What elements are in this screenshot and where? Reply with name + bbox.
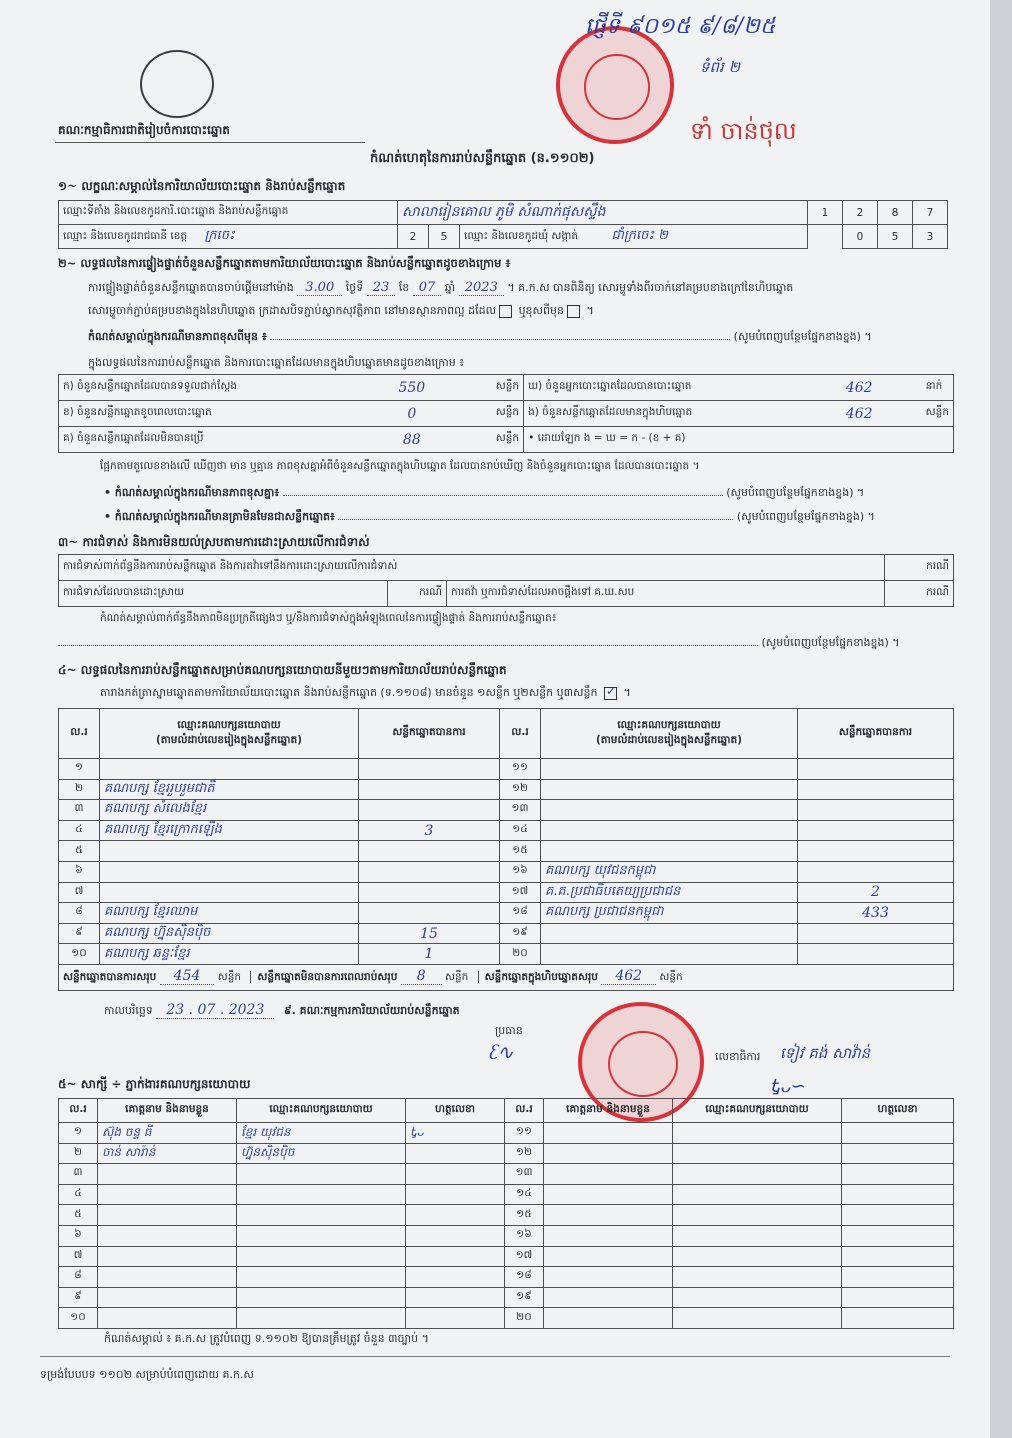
party-votes <box>359 759 500 780</box>
witness-row <box>59 1225 954 1246</box>
office-code-2: 2 <box>843 201 878 225</box>
witness-name <box>98 1287 237 1308</box>
section1-table <box>58 200 948 249</box>
witness-party: ខ្មែរ យុវជន <box>237 1123 406 1144</box>
witness-row <box>59 1184 954 1205</box>
witness-party <box>673 1184 842 1205</box>
witness-row <box>59 1267 954 1288</box>
witness-signature <box>406 1287 505 1308</box>
secretary-label: លេខាធិការ <box>715 1050 761 1063</box>
row-number: ១១ <box>505 1123 544 1144</box>
witness-signature: Ꮏᴗ <box>406 1123 505 1144</box>
office-label: ឈ្មោះទីតាំង និងលេខកូដការិ.បោះឆ្នោត និងរាប់សន្លឹកឆ្នោត <box>59 201 398 225</box>
section3-note-line: (សូមបំពេញបន្ថែមផ្នែកខាងខ្នង) ។ <box>58 636 948 652</box>
party-votes <box>359 882 500 903</box>
witness-party <box>237 1287 406 1308</box>
section2-intro-line: ការផ្ទៀងផ្ទាត់ចំនួនសន្លឹកឆ្នោតបានចាប់ផ្ដើមនៅម៉ោង 3.00 ថ្ងៃទី 23 ខែ 07 ឆ្នាំ 2023 ។ គ.ក.ស បានពិនិត្យ សោរម្ហូទាំងពីរចាក់នៅគម្របខាងក្រៅនៃហិបឆ្នោត <box>88 280 794 295</box>
witness-name <box>544 1123 673 1144</box>
party-votes <box>798 861 954 882</box>
seal-changed-checkbox[interactable] <box>567 305 580 318</box>
province-code-1: 2 <box>398 225 429 249</box>
chair-label: ប្រធាន <box>495 1024 523 1037</box>
witness-signature <box>842 1267 954 1288</box>
row-number: ២០ <box>500 944 541 965</box>
witness-party <box>237 1308 406 1329</box>
ballot-row-c: គ) ចំនួនសន្លឹកឆ្នោតដែលមិនបានប្រើ 88 សន្លឹក • ដោយឡែក ង = ឃ = ក - (ខ + គ) <box>59 427 954 453</box>
witness-party <box>673 1164 842 1185</box>
party-name <box>541 800 798 821</box>
party-name: គណបក្ស សំលេងខ្មែរ <box>100 800 359 821</box>
province-label: ឈ្មោះ និងលេខកូដរាជធានី ខេត្ត <box>63 230 188 242</box>
note-diff-line: • កំណត់សម្គាល់ក្នុងករណីមានភាពខុសគ្នា៖ (សូមបំពេញបន្ថែមផ្នែកខាងខ្នង) ។ <box>104 486 865 499</box>
secretary-name: ទៀវ គង់ សាវ៉ាន់ <box>780 1044 871 1062</box>
row-number: ៦ <box>59 861 100 882</box>
witness-signature <box>406 1184 505 1205</box>
section1-title: ១~ លក្ខណៈសម្គាល់នៃការិយាល័យបោះឆ្នោត និងរាប់សន្លឹកឆ្នោត <box>58 179 346 193</box>
witness-party <box>237 1184 406 1205</box>
witness-name <box>544 1246 673 1267</box>
row-number: ១៦ <box>500 861 541 882</box>
objection-row1-label: ការជំទាស់ពាក់ព័ន្ធនឹងការរាប់សន្លឹកឆ្នោត និងការតវ៉ាទៅនឹងការដោះស្រាយលើការជំទាស់ <box>59 555 885 581</box>
party-result-row <box>59 820 954 841</box>
row-number: ២ <box>59 779 100 800</box>
nec-logo <box>140 50 214 118</box>
row-number: ១៥ <box>500 841 541 862</box>
section3-title: ៣~ ការជំទាស់ និងការមិនយល់ស្របតាមការដោះស្រាយលើការជំទាស់ <box>58 535 370 549</box>
witness-name <box>98 1308 237 1329</box>
section2-note-line: កំណត់សម្គាល់ក្នុងករណីមានភាពខុសពីមុន ៖ (សូមបំពេញបន្ថែមផ្នែកខាងខ្នង) ។ <box>88 330 872 343</box>
party-name <box>541 841 798 862</box>
witness-name <box>98 1246 237 1267</box>
start-month: 07 <box>413 280 442 296</box>
objection-appeal-unit: ករណី <box>885 581 954 607</box>
witness-name <box>544 1205 673 1226</box>
witness-signature <box>406 1308 505 1329</box>
objection-resolved-label: ការជំទាស់ដែលបានដោះស្រាយ <box>59 581 388 607</box>
form-title: កំណត់ហេតុនៃការរាប់សន្លឹកឆ្នោត (ន.១១០២) <box>370 151 595 166</box>
witness-name <box>544 1267 673 1288</box>
witness-signature <box>842 1225 954 1246</box>
total-invalid-votes: 8 <box>401 968 442 985</box>
row-number: ១០ <box>59 1308 98 1329</box>
row-number: ១៤ <box>505 1184 544 1205</box>
party-name <box>541 923 798 944</box>
witness-party <box>673 1205 842 1226</box>
row-number: ១៨ <box>500 903 541 924</box>
witness-row <box>59 1246 954 1267</box>
witness-party <box>237 1225 406 1246</box>
witness-name <box>98 1267 237 1288</box>
party-result-row <box>59 903 954 924</box>
commune-label: ឈ្មោះ និងលេខកូដឃុំ សង្កាត់ <box>464 230 579 242</box>
party-name: គណបក្ស ប្រជាជនកម្ពុជា <box>541 903 798 924</box>
row-number: ១៧ <box>505 1246 544 1267</box>
party-name: គ.គ.ប្រជាធិបតេយ្យប្រជាជន <box>541 882 798 903</box>
seal-same-checkbox[interactable] <box>499 305 512 318</box>
commune-code-2: 5 <box>878 225 913 249</box>
witness-name <box>98 1184 237 1205</box>
witness-party <box>237 1205 406 1226</box>
witness-row <box>59 1205 954 1226</box>
date-value: 23 . 07 . 2023 <box>156 1002 274 1019</box>
note-seal-line: • កំណត់សម្គាល់ក្នុងករណីមានត្រាមិនមែនជាសន្លឹកឆ្នោត៖ (សូមបំពេញបន្ថែមផ្នែកខាងខ្នង) ។ <box>104 510 875 523</box>
witness-signature <box>406 1164 505 1185</box>
row-number: ១ <box>59 1123 98 1144</box>
row-number: ១៣ <box>505 1164 544 1185</box>
party-results-table: ល.រ ឈ្មោះគណបក្សនយោបាយ (តាមលំដាប់លេខរៀងក្នុងសន្លឹកឆ្នោត) សន្លឹកឆ្នោតបានការ ល.រ ឈ្មោះគណបក្សនយោបាយ (តាមលំដាប់លេខរៀងក្នុងសន្លឹកឆ្នោត) សន្លឹកឆ្នោតបានការ ១ ១១ ២ គណបក្ស ខ្មែររួបរួមជាតិ ១២ ៣ គណបក្ស សំលេងខ្មែរ ១៣ ៤ គណបក្ស ខ្មែរក្រោកឡើង 3 ១៤ ៥ ១៥ ៦ ១៦ គណបក្ស យុវជនកម្ពុជា ៧ ១៧ គ.គ.ប្រជាធិបតេយ្យប្រជាជន 2 ៨ គណបក្ស ខ្មែរឈាម ១៨ គណបក្ស ប្រជាជនកម្ពុជា 433 ៩ គណបក្ស ហ្វ៊ុនស៊ិនប៉ិច 15 ១៩ ១០ គណបក្ស ឆន្ទៈខ្មែរ 1 ២០ សន្លឹកឆ្នោតបានការសរុប 454 សន្លឹក សន្លឹកឆ្នោតមិនបានការពេលរាប់សរុប 8 សន្លឹក សន្លឹកឆ្នោតក្នុងហិបឆ្នោតសរុប 462 សន្លឹក <box>58 708 954 991</box>
ballot-count-table <box>58 374 954 453</box>
ballot-row-a: ក) ចំនួនសន្លឹកឆ្នោតដែលបានទទួលជាក់ស្ដែង 550 សន្លឹក ឃ) ចំនួនអ្នកបោះឆ្នោតដែលបានបោះឆ្នោត 462 នាក់ <box>59 375 954 401</box>
row-number: ២០ <box>505 1308 544 1329</box>
page-edge <box>990 0 1012 1438</box>
section4-subline: តារាងកត់ត្រាស្នាមឆ្នោតតាមការិយាល័យបោះឆ្នោត និងរាប់សន្លឹកឆ្នោត (ទ.១១០៨) មានចំនួន ១សន្លឹក ឬ២សន្លឹក ឬ៣សន្លឹក ✓ ។ <box>100 683 631 699</box>
witness-signature <box>842 1287 954 1308</box>
witness-name <box>544 1164 673 1185</box>
row-number: ៨ <box>59 1267 98 1288</box>
party-votes: 15 <box>359 923 500 944</box>
party-name: គណបក្ស ខ្មែរក្រោកឡើង <box>100 820 359 841</box>
row-number: ៦ <box>59 1225 98 1246</box>
side-note: ទំព័រ ២ <box>700 58 740 76</box>
row-number: ១០ <box>59 944 100 965</box>
witness-signature <box>406 1246 505 1267</box>
witness-party <box>673 1246 842 1267</box>
total-valid-votes: 454 <box>160 968 215 985</box>
row-number: ៤ <box>59 1184 98 1205</box>
party-name <box>100 861 359 882</box>
row-number: ៩ <box>59 1287 98 1308</box>
witness-party <box>237 1246 406 1267</box>
commune-code-3: 3 <box>913 225 948 249</box>
party-votes <box>359 861 500 882</box>
tally-sheets-checkbox[interactable]: ✓ <box>605 683 617 698</box>
row-number: ៧ <box>59 882 100 903</box>
party-votes <box>798 820 954 841</box>
party-name: គណបក្ស ខ្មែរឈាម <box>100 903 359 924</box>
objection-appeal-label: ការតវ៉ា ឬការជំទាស់ដែលអាចផ្ដឹងទៅ គ.ឃ.សប <box>447 581 885 607</box>
section5-title: ៥~ សាក្សី ÷ ភ្នាក់ងារគណបក្សនយោបាយ <box>58 1077 251 1091</box>
row-number: ១៨ <box>505 1267 544 1288</box>
party-name <box>541 779 798 800</box>
witness-name <box>98 1164 237 1185</box>
commune-code-1: 0 <box>843 225 878 249</box>
row-number: ២ <box>59 1143 98 1164</box>
witness-signature <box>406 1225 505 1246</box>
witness-signature <box>842 1205 954 1226</box>
party-votes <box>798 923 954 944</box>
party-votes: 433 <box>798 903 954 924</box>
recipient-note: ទាំ ចាន់ថុល <box>690 117 797 145</box>
row-number: ១៩ <box>505 1287 544 1308</box>
party-votes: 1 <box>359 944 500 965</box>
party-name <box>100 841 359 862</box>
witness-name <box>544 1308 673 1329</box>
witness-signature <box>842 1123 954 1144</box>
party-name <box>541 944 798 965</box>
objection-resolved-unit: ករណី <box>388 581 447 607</box>
row-number: ៤ <box>59 820 100 841</box>
witness-party <box>673 1143 842 1164</box>
witness-name <box>544 1143 673 1164</box>
row-number: ៣ <box>59 1164 98 1185</box>
party-result-row <box>59 944 954 965</box>
total-box-votes: 462 <box>601 968 656 985</box>
party-result-row <box>59 800 954 821</box>
row-number: ៩ <box>59 923 100 944</box>
results-intro: ក្នុងលទ្ធផលនៃការរាប់សន្លឹកឆ្នោត និងការបោះឆ្នោតដែលមានក្នុងហិបឆ្នោតមានដូចខាងក្រោម ៖ <box>88 356 465 369</box>
witness-party <box>237 1164 406 1185</box>
start-day: 23 <box>367 280 396 296</box>
party-name: គណបក្ស ហ្វ៊ុនស៊ិនប៉ិច <box>100 923 359 944</box>
witness-name <box>544 1225 673 1246</box>
witness-signature <box>842 1308 954 1329</box>
witness-party <box>673 1308 842 1329</box>
witness-row <box>59 1164 954 1185</box>
office-code-4: 7 <box>913 201 948 225</box>
row-number: ៨ <box>59 903 100 924</box>
start-year: 2023 <box>459 280 504 296</box>
party-result-row <box>59 779 954 800</box>
witness-signature <box>842 1246 954 1267</box>
totals-row: សន្លឹកឆ្នោតបានការសរុប 454 សន្លឹក សន្លឹកឆ្នោតមិនបានការពេលរាប់សរុប 8 សន្លឹក សន្លឹកឆ្នោតក្នុងហិបឆ្នោតសរុប 462 សន្លឹក <box>59 964 954 990</box>
party-votes <box>798 759 954 780</box>
stamp-note: ផ្ញើទី ៩០១៥ ៩/៨/២៥ <box>585 14 776 39</box>
chair-signature: ᦷ∿ <box>488 1040 514 1064</box>
province-code-2: 5 <box>429 225 460 249</box>
section4-title: ៤~ លទ្ធផលនៃការរាប់សន្លឹកឆ្នោតសម្រាប់គណបក្សនយោបាយនីមួយៗតាមការិយាល័យរាប់សន្លឹកឆ្នោត <box>58 663 507 677</box>
witness-name <box>98 1225 237 1246</box>
party-votes <box>359 903 500 924</box>
row-number: ១២ <box>505 1143 544 1164</box>
party-name: គណបក្ស យុវជនកម្ពុជា <box>541 861 798 882</box>
date-line: កាលបរិច្ឆេទ 23 . 07 . 2023 ៩. គណៈកម្មការការិយាល័យរាប់សន្លឹកឆ្នោត <box>104 1002 460 1018</box>
witness-signature <box>406 1267 505 1288</box>
office-code-3: 8 <box>878 201 913 225</box>
committee-name: គណៈកម្មាធិការជាតិរៀបចំការបោះឆ្នោត <box>58 123 230 137</box>
party-result-row <box>59 861 954 882</box>
party-name: គណបក្ស ខ្មែររួបរួមជាតិ <box>100 779 359 800</box>
witness-party <box>237 1267 406 1288</box>
party-votes <box>798 944 954 965</box>
row-number: ១ <box>59 759 100 780</box>
witness-party <box>673 1267 842 1288</box>
witness-row <box>59 1143 954 1164</box>
commune-value: ជាំក្រចេះ ២ <box>611 228 669 243</box>
party-name <box>100 882 359 903</box>
witness-name <box>544 1287 673 1308</box>
witness-party <box>673 1287 842 1308</box>
start-time: 3.00 <box>297 280 342 296</box>
objection-table <box>58 554 954 607</box>
office-code-1: 1 <box>808 201 843 225</box>
witness-name <box>98 1205 237 1226</box>
witness-name: ចាន់ សារ៉ាន់ <box>98 1143 237 1164</box>
section3-note: កំណត់សម្គាល់ពាក់ព័ន្ធនឹងភាពមិនប្រក្រតីផ្សេងៗ ឬ/និងការជំទាស់ក្នុងអំឡុងពេលនៃការផ្ទៀងផ្ទាត់ និងការរាប់សន្លឹកឆ្នោត៖ <box>100 612 557 624</box>
province-value: ក្រចេះ <box>204 228 235 243</box>
row-number: ១២ <box>500 779 541 800</box>
row-number: ១១ <box>500 759 541 780</box>
row-number: ១៧ <box>500 882 541 903</box>
party-result-row <box>59 923 954 944</box>
party-votes <box>798 841 954 862</box>
witness-name <box>544 1184 673 1205</box>
footer-text: ទម្រង់បែបបទ ១១០២ សម្រាប់បំពេញដោយ គ.ក.ស <box>40 1368 254 1381</box>
party-votes: 2 <box>798 882 954 903</box>
section5-footnote: កំណត់សម្គាល់ ៖ គ.ក.ស ត្រូវបំពេញ ទ.១១០២ ឱ្យបានត្រឹមត្រូវ ចំនួន ៣ច្បាប់ ។ <box>104 1332 429 1345</box>
objection-row1-unit: ករណី <box>885 555 954 581</box>
witness-table: ល.រ គោត្តនាម និងនាមខ្លួន ឈ្មោះគណបក្សនយោបាយ ហត្ថលេខា ល.រ គោត្តនាម និងនាមខ្លួន ឈ្មោះគណបក្សនយោបាយ ហត្ថលេខា ១ ស៊ុង ចន្ទ ធី ខ្មែរ យុវជន Ꮏᴗ ១១ ២ ចាន់ សារ៉ាន់ ហ្វ៊ុនស៊ិនប៉ិច ១២ ៣ ១៣ ៤ ១៤ ៥ ១៥ ៦ ១៦ ៧ ១៧ ៨ ១៨ ៩ ១៩ ១០ ២០ <box>58 1098 954 1329</box>
witness-party: ហ្វ៊ុនស៊ិនប៉ិច <box>237 1143 406 1164</box>
row-number: ១៥ <box>505 1205 544 1226</box>
office-value: សាលារៀនគោល ភូមិ សំណាក់ផុសស្ទឹង <box>398 201 808 225</box>
party-votes <box>798 779 954 800</box>
party-votes <box>359 841 500 862</box>
witness-signature <box>406 1143 505 1164</box>
party-name: គណបក្ស ឆន្ទៈខ្មែរ <box>100 944 359 965</box>
secretary-signature: Ꮏᴗ∽ <box>770 1076 806 1097</box>
section2-title: ២~ លទ្ធផលនៃការផ្ទៀងផ្ទាត់ចំនួនសន្លឹកឆ្នោតតាមការិយាល័យបោះឆ្នោត និងរាប់សន្លឹកឆ្នោតដូចខាងក្រោម ៖ <box>58 256 511 270</box>
party-name <box>100 759 359 780</box>
party-result-row <box>59 882 954 903</box>
party-votes: 3 <box>359 820 500 841</box>
witness-signature <box>842 1164 954 1185</box>
witness-signature <box>406 1205 505 1226</box>
witness-signature <box>842 1143 954 1164</box>
witness-row <box>59 1287 954 1308</box>
witness-party <box>673 1225 842 1246</box>
party-votes <box>798 800 954 821</box>
row-number: ៥ <box>59 1205 98 1226</box>
row-number: ៧ <box>59 1246 98 1267</box>
witness-signature <box>842 1184 954 1205</box>
party-result-row <box>59 841 954 862</box>
party-result-row <box>59 759 954 780</box>
party-votes <box>359 800 500 821</box>
compare-line: ផ្អែកតាមតួលេខខាងលើ ឃើញថា មាន ឬគ្មាន ភាពខុសគ្នាអំពីចំនួនសន្លឹកឆ្នោតក្នុងហិបឆ្នោត ដែលបានរាប់ឃើញ និងចំនួនអ្នកបោះឆ្នោត ដែលបានបោះឆ្នោត ។ <box>100 460 700 472</box>
header-underline <box>55 142 365 143</box>
witness-row <box>59 1308 954 1329</box>
witness-name: ស៊ុង ចន្ទ ធី <box>98 1123 237 1144</box>
row-number: ១៦ <box>505 1225 544 1246</box>
party-votes <box>359 779 500 800</box>
witness-row <box>59 1123 954 1144</box>
ballot-row-b: ខ) ចំនួនសន្លឹកឆ្នោតខូចពេលបោះឆ្នោត 0 សន្លឹក ង) ចំនួនសន្លឹកឆ្នោតដែលមានក្នុងហិបឆ្នោត 462 សន្លឹក <box>59 401 954 427</box>
row-number: ១៣ <box>500 800 541 821</box>
party-name <box>541 820 798 841</box>
footer-rule <box>40 1356 950 1357</box>
row-number: ៣ <box>59 800 100 821</box>
section2-seal-line: សោរម្ហូចាក់ភ្ជាប់គម្របខាងក្នុងនៃហិបឆ្នោត ក្រដាសបិទភ្ជាប់ស្លាកសុវត្ថិភាព នៅមានស្ថានភាពល្អ ដដែល ឬខុសពីមុន ។ <box>88 304 594 317</box>
witness-party <box>673 1123 842 1144</box>
row-number: ១៩ <box>500 923 541 944</box>
row-number: ៥ <box>59 841 100 862</box>
row-number: ១៤ <box>500 820 541 841</box>
party-name <box>541 759 798 780</box>
